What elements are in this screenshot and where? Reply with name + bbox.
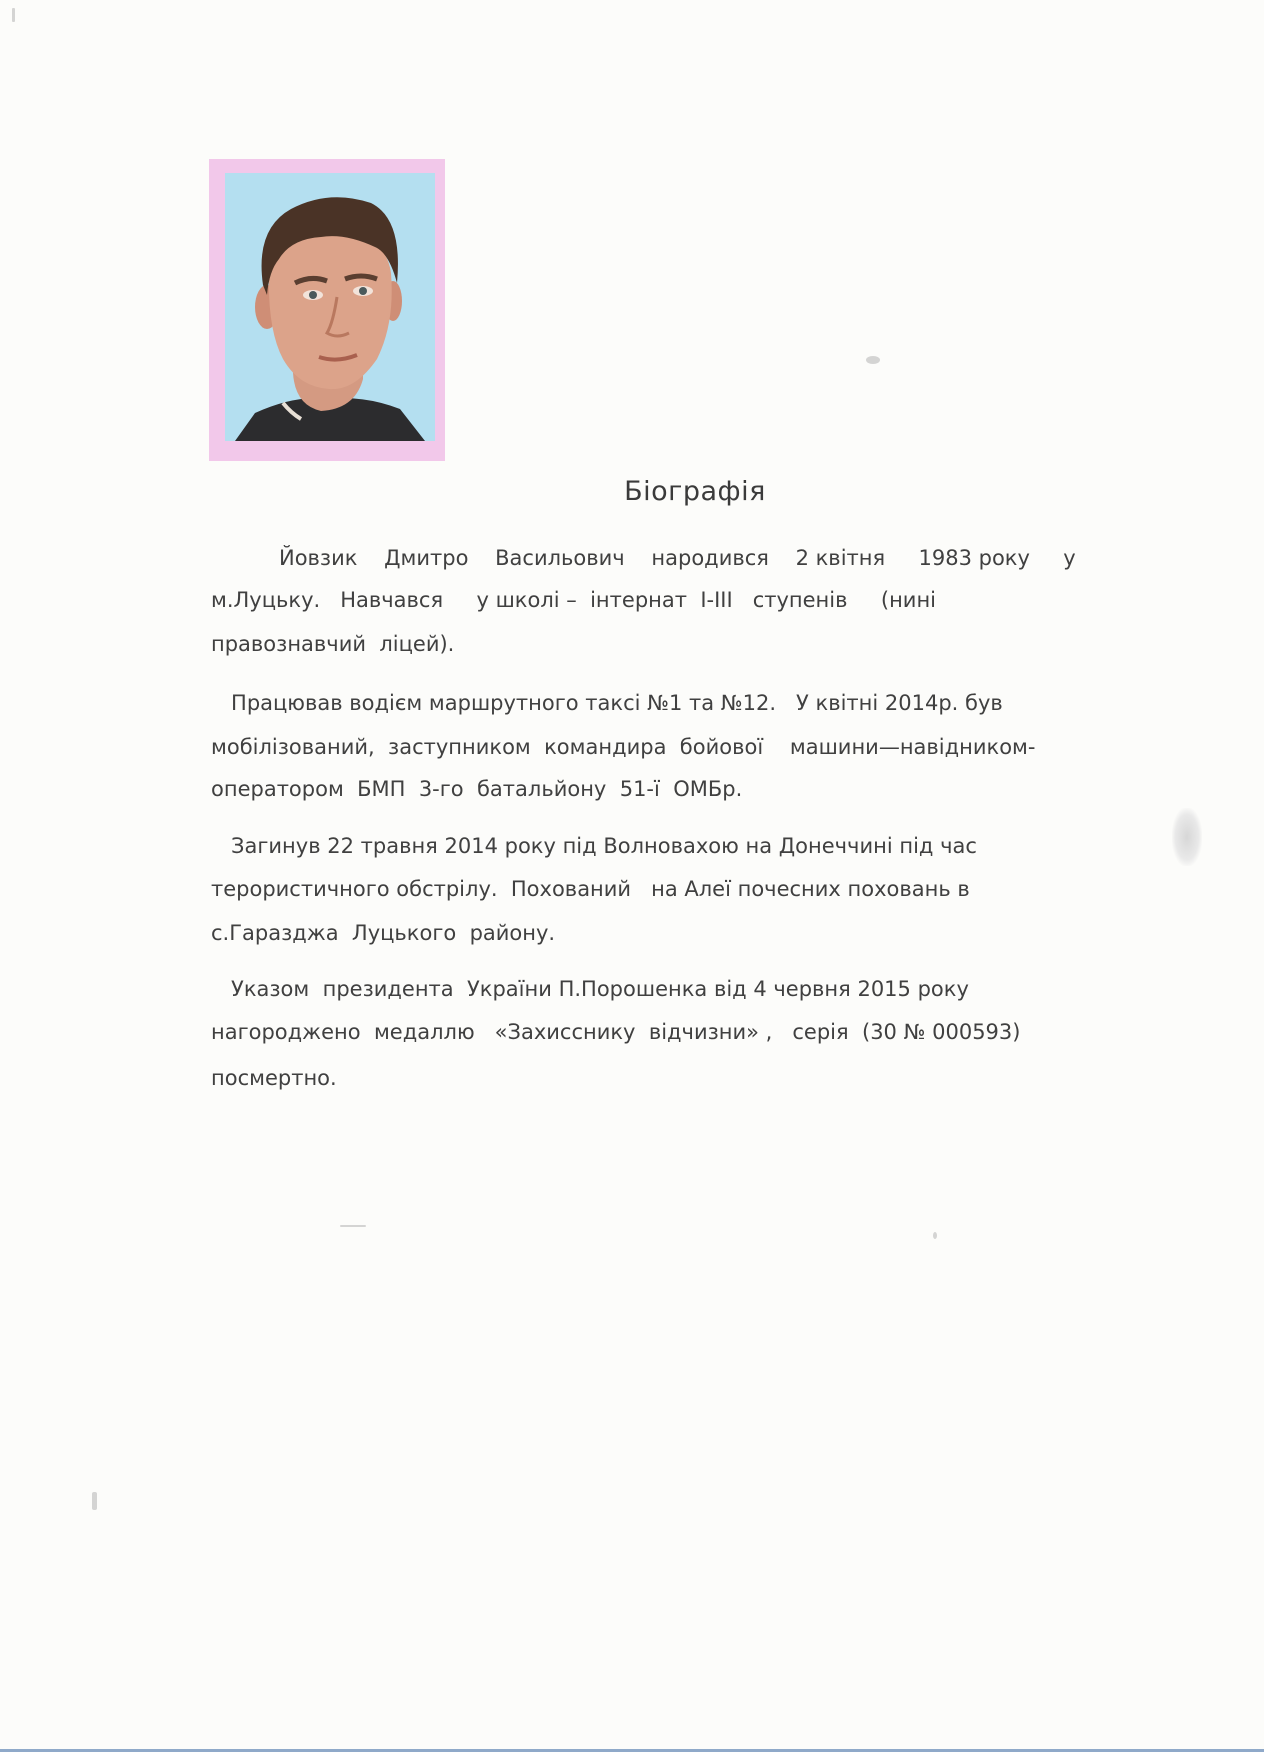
bio-line: посмертно. bbox=[211, 1066, 337, 1090]
bio-line: с.Гаразджа Луцького району. bbox=[211, 921, 556, 945]
bio-line: правознавчий ліцей). bbox=[211, 632, 455, 656]
portrait-image bbox=[225, 173, 435, 441]
scan-speck bbox=[340, 1225, 366, 1227]
document-title: Біографія bbox=[624, 476, 766, 507]
bio-line: Йовзик Дмитро Васильович народився 2 квітня 1983 року у bbox=[279, 546, 1076, 570]
portrait-photo bbox=[225, 173, 435, 441]
scan-smudge bbox=[1172, 808, 1202, 866]
scan-speck bbox=[92, 1492, 97, 1510]
bio-line: оператором БМП 3-го батальйону 51-ї ОМБр. bbox=[211, 777, 743, 801]
bio-line: м.Луцьку. Навчався у школі – інтернат І-ІІІ ступенів (нині bbox=[211, 588, 937, 612]
bio-line: терористичного обстрілу. Похований на Алеї почесних поховань в bbox=[211, 877, 970, 901]
scan-speck bbox=[866, 356, 880, 364]
scan-speck bbox=[12, 8, 15, 22]
bio-line: нагороджено медаллю «Захисснику відчизни» , серія (30 № 000593) bbox=[211, 1020, 1021, 1044]
portrait-frame bbox=[209, 159, 445, 461]
bio-line: Загинув 22 травня 2014 року під Волновахою на Донеччині під час bbox=[211, 834, 977, 858]
bio-line: мобілізований, заступником командира бойової машини—навідником- bbox=[211, 735, 1036, 759]
bio-line: Указом президента України П.Порошенка від 4 червня 2015 року bbox=[211, 977, 969, 1001]
scan-speck bbox=[933, 1232, 937, 1239]
bio-line: Працював водієм маршрутного таксі №1 та №12. У квітні 2014р. був bbox=[211, 691, 1003, 715]
